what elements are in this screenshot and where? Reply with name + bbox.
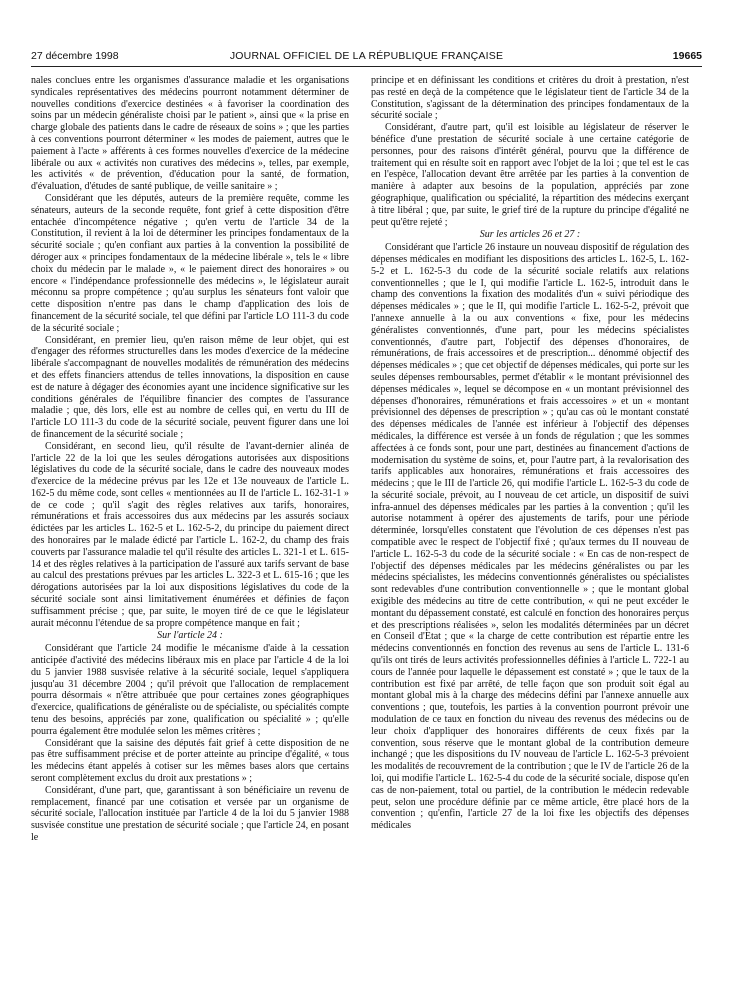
issue-date: 27 décembre 1998 bbox=[31, 50, 119, 62]
paragraph: principe et en définissant les conditions et critères du droit à prestation, n'est pas resté en deçà de la compétence que le législateur tient de l'article 34 de la Constitution, s'agissant de la détermination des principes fondamentaux de la sécurité sociale ; bbox=[371, 75, 689, 122]
paragraph: Considérant, en second lieu, qu'il résulte de l'avant-dernier alinéa de l'article 22 de la loi que les seules dérogations autorisées aux dispositions législatives du code de la sécurité sociale, dans le cadre des nouveaux modes d'exercice de la médecine prévus par les 12e et 13e nouveaux de l'article L. 162-5 du même code, sont celles « mentionnées au II de l'article L. 162-31-1 » de ce code ; qu'il s'agit des règles relatives aux tarifs, honoraires, rémunérations et frais accessoires dus aux médecins par les assurés sociaux édictées par les articles L. 162-5 et L. 162-5-2, du principe du paiement direct des honoraires par le malade édicté par l'article L. 162-2, du champ des frais couverts par l'assurance maladie tel qu'il résulte des articles L. 321-1 et L. 615-14 et des règles relatives à la participation de l'assuré aux tarifs servant de base au calcul des prestations prévues par les articles L. 322-3 et L. 615-16 ; que les dérogations autorisées par la loi aux dispositions législatives du code de la sécurité sociale sont ainsi limitativement énumérées et définies de façon suffisamment précise ; que, par suite, le moyen tiré de ce que le législateur aurait méconnu l'étendue de sa propre compétence manque en fait ; bbox=[31, 440, 349, 629]
paragraph: Considérant que les députés, auteurs de la première requête, comme les sénateurs, auteurs de la seconde requête, font grief à cette disposition d'être entachée d'incompétence négative ; qu'en vertu de l'article 34 de la Constitution, il revient à la loi de déterminer les principes fondamentaux de la sécurité sociale ; qu'en confiant aux parties à la convention la possibilité de déroger aux « principes fondamentaux de la médecine libérale », tels le « libre choix du médecin par le malade », « le paiement direct des honoraires » ou encore « l'indépendance professionnelle des médecins », le législateur aurait méconnu sa propre compétence ; qu'au surplus les sénateurs font valoir que cette disposition n'entre pas dans le champ d'application des lois de financement de la sécurité sociale, tel que défini par l'article LO 111-3 du code de la sécurité sociale ; bbox=[31, 192, 349, 334]
right-column bbox=[371, 75, 689, 832]
section-heading: Sur l'article 24 : bbox=[157, 630, 223, 642]
page-header bbox=[31, 50, 702, 67]
paragraph: Considérant que l'article 24 modifie le mécanisme d'aide à la cessation anticipée d'activité des médecins libéraux mis en place par l'article 4 de la loi du 5 janvier 1988 susvisée relative à la sécurité sociale, lequel s'appliquera jusqu'au 31 décembre 2004 ; qu'il prévoit que l'allocation de remplacement pourra désormais « n'être attribuée que pour certaines zones géographiques d'exercice, qualifications de généraliste ou de spécialiste, ou spécialités compte tenu des besoins, appréciés par zone, qualification ou spécialité » ; qu'elle pourra également être modulée selon les mêmes critères ; bbox=[31, 643, 349, 737]
paragraph: Considérant que l'article 26 instaure un nouveau dispositif de régulation des dépenses médicales en modifiant les dispositions des articles L. 162-5, L. 162-5-2 et L. 162-5-3 du code de la sécurité sociale relatifs aux relations conventionnelles ; que le I, qui modifie l'article L. 162-5, introduit dans le champ des conventions la fixation des modalités d'un « suivi périodique des dépenses médicales » ; que le II, qui modifie l'article L. 162-5-2, prévoit que l'annexe annuelle à la ou aux conventions « fixe, pour les médecins généralistes conventionnés, d'une part, pour les médecins spécialistes conventionnés, d'autre part, l'objectif des dépenses d'honoraires, de rémunérations, de frais accessoires et de prescription... dénommé objectif des dépenses médicales » ; que cet objectif de dépenses médicales, qui porte sur les seules dépenses remboursables, permet d'établir « le montant prévisionnel des dépenses médicales », lequel se décompose en « un montant prévisionnel des dépenses d'honoraires, rémunérations et frais accessoires » et un « montant prévisionnel des dépenses de prescription » ; qu'au cas où le montant constaté des dépenses médicales de l'année est inférieur à l'objectif des dépenses médicales, la différence est versée à un fonds de régulation ; que les sommes affectées à ce fonds sont, pour une part, destinées au financement d'actions de modernisation du système de soins, et, pour l'autre part, à la revalorisation des tarifs applicables aux honoraires, rémunérations et frais accessoires des médecins ; que le III de l'article 26, qui modifie l'article L. 162-5-3 du code de la sécurité sociale, prévoit, au I nouveau de cet article, un dispositif de suivi infra-annuel des dépenses médicales par les parties à la convention ; qu'il les autorise notamment à opérer des ajustements de tarifs, pour une période déterminée, lorsqu'elles constatent que l'évolution de ces dépenses n'est pas compatible avec le respect de l'objectif fixé ; qu'aux termes du II nouveau de l'article L. 162-5-3 du code de la sécurité sociale : « En cas de non-respect de l'objectif des dépenses médicales par les médecins généralistes ou par les médecins spécialistes, les médecins conventionnés généralistes ou spécialistes sont redevables d'une contribution conventionnelle » ; que le montant global exigible des médecins au titre de cette contribution, « qui ne peut excéder le montant du dépassement constaté, est calculé en fonction des honoraires perçus et des prescriptions réalisées », selon les modalités déterminées par un décret en Conseil d'Etat ; que « la charge de cette contribution est répartie entre les médecins conventionnés en fonction des revenus au sens de l'article L. 131-6 qu'ils ont tirés de leurs activités professionnelles définies à l'article L. 722-1 au cours de l'année pour laquelle le dépassement est constaté » ; que le taux de la contribution est fixé par arrêté, de telle façon que son produit soit égal au montant global mis à la charge des médecins défini par l'annexe annuelle aux conventions ; que, toutefois, les parties à la convention pourront prévoir une modulation de ce taux en fonction du niveau des revenus des médecins ou de leur choix d'appliquer des honoraires différents de ceux fixés par la convention, sous réserve que le montant global de la contribution demeure inchangé ; que les dispositions du IV nouveau de l'article L. 162-5-3 prévoient les modalités de recouvrement de la contribution ; que le IV de l'article 26 de la loi, qui modifie l'article L. 162-5-4 du code de la sécurité sociale, dispose qu'en cas de non-paiement, total ou partiel, de la contribution le médecin redevable peut, selon une procédure définie par ce même article, être placé hors de la convention ; qu'enfin, l'article 27 de la loi fixe les objectifs des dépenses médicales bbox=[371, 242, 689, 832]
paragraph: Considérant, en premier lieu, qu'en raison même de leur objet, qui est d'engager des réformes structurelles dans les modes d'exercice de la médecine libérale s'accompagnant de nouvelles modalités de rémunération des médecins et des effets financiers attendus de telles innovations, la disposition en cause est de nature à dégager des économies ayant une incidence significative sur les conditions générales de l'équilibre financier des comptes de l'assurance maladie ; que, dès lors, elle est au nombre de celles qui, en vertu du III de l'article LO 111-3 du code de la sécurité sociale, peuvent figurer dans une loi de financement de la sécurité sociale ; bbox=[31, 334, 349, 440]
paragraph: Considérant que la saisine des députés fait grief à cette disposition de ne pas être suffisamment précise et de porter atteinte au principe d'égalité, « tous les médecins étant appelés à cotiser sur les mêmes bases alors que certains seront complètement exclus du droit aux prestations » ; bbox=[31, 737, 349, 785]
page-number: 19665 bbox=[672, 50, 702, 62]
journal-title: JOURNAL OFFICIEL DE LA RÉPUBLIQUE FRANÇAISE bbox=[229, 50, 504, 62]
paragraph: Considérant, d'une part, que, garantissant à son bénéficiaire un revenu de remplacement, financé par une cotisation et versée par un organisme de sécurité sociale, l'allocation instituée par l'article 4 de la loi du 5 janvier 1988 susvisée constitue une prestation de sécurité sociale ; que l'article 24, en posant le bbox=[31, 784, 349, 843]
left-column bbox=[31, 75, 349, 844]
paragraph: nales conclues entre les organismes d'assurance maladie et les organisations syndicales représentatives des médecins pourront notamment déterminer de nouvelles conditions d'exercice destinées « à favoriser la coordination des soins par un médecin généraliste choisi par le patient », ainsi que « la prise en charge globale des patients dans le cadre de réseaux de soins » ; que les parties à ces conventions pourront déterminer « les modes de paiement, autres que le paiement à l'acte » afférents à ces formes nouvelles d'exercice de la médecine libérale ou aux « activités non curatives des médecins », telles, par exemple, les activités « de prévention, d'éducation pour la santé, de formation, d'évaluation, d'études de santé publique, de veille sanitaire » ; bbox=[31, 75, 349, 193]
section-heading: Sur les articles 26 et 27 : bbox=[479, 229, 581, 241]
paragraph: Considérant, d'autre part, qu'il est loisible au législateur de réserver le bénéfice d'une prestation de sécurité sociale à une certaine catégorie de personnes, pour des raisons d'intérêt général, pourvu que la différence de traitement qui en résulte soit en rapport avec l'objet de la loi ; que tel est le cas en l'espèce, l'allocation devant être arrêtée par les parties à la convention de manière à adapter aux besoins de la population, appréciés par zone géographique, qualification ou spécialité, la répartition des médecins exerçant à titre libéral ; que, par suite, le grief tiré de la rupture du principe d'égalité ne peut qu'être rejeté ; bbox=[371, 122, 689, 228]
